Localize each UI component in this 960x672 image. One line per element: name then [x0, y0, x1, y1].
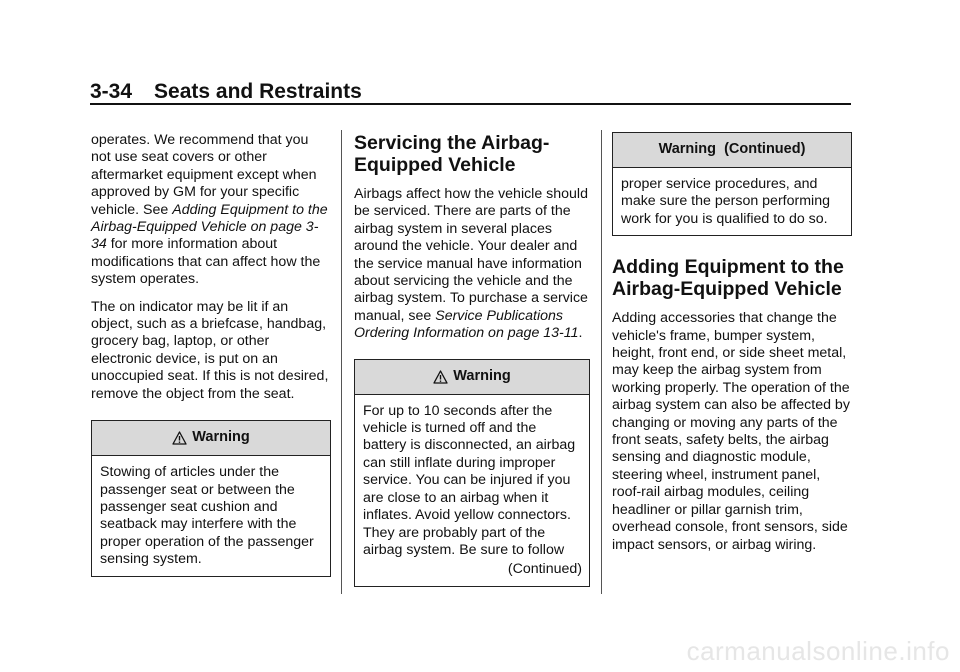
warning-box: [354, 359, 590, 587]
warning-header: [92, 421, 330, 456]
column-3: [612, 132, 852, 564]
section-title: Seats and Restraints: [154, 80, 362, 103]
column-1: [91, 132, 331, 587]
warning-box: [612, 132, 852, 236]
warning-box: [91, 420, 331, 576]
header-rule: [90, 103, 851, 105]
section-heading: Servicing the Airbag-Equipped Vehicle: [354, 132, 550, 176]
section-heading: Adding Equipment to the Airbag-Equipped Vehicle: [612, 256, 844, 301]
paragraph: Adding accessories that change the vehicle's frame, bumper system, height, front end, or side sheet metal, may keep the airbag system from working properly. The operation of the airbag system can also be affected by changing or moving any parts of the front seats, safety belts, the airbag sensing and diagnostic module, steering wheel, instrument panel, roof-rail airbag modules, ceiling headliner or pillar garnish trim, overhead console, front sensors, side impact sensors, or airbag wiring.: [612, 310, 850, 553]
watermark: carmanualsonline.info: [686, 636, 950, 666]
warning-title: Warning: [453, 367, 511, 384]
page-header: [90, 80, 362, 104]
warning-title: Warning (Continued): [658, 141, 806, 158]
warning-text: proper service procedures, and make sure the person performing work for you is qualified to do so.: [621, 176, 830, 227]
continued-label: (Continued): [507, 561, 582, 578]
paragraph: Airbags affect how the vehicle should be serviced. There are parts of the airbag system in several places around the vehicle. Your dealer and the service manual have information about servicing the vehicle and the airbag system. To purchase a service manual, see Service Publications Ordering Information on page 13-11.: [354, 186, 588, 342]
cross-reference-link[interactable]: Adding Equipment to the Airbag-Equipped Vehicle on page 3-34: [91, 201, 328, 253]
column-2: [354, 132, 590, 597]
warning-text: For up to 10 seconds after the vehicle is turned off and the battery is disconnected, an airbag can still inflate during improper service. You can be injured if you are close to an airbag when it inflates. Avoid yellow connectors. They are probably part of the airbag system. Be sure to follow: [363, 402, 576, 558]
cross-reference-link[interactable]: Service Publications Ordering Information on page 13-11: [354, 307, 579, 342]
warning-triangle-icon: [433, 370, 448, 384]
column-divider: [341, 130, 342, 594]
warning-header: [613, 133, 851, 168]
warning-text: Stowing of articles under the passenger seat or between the passenger seat cushion and seatback may interfere with the proper operation of the passenger sensing system.: [100, 464, 314, 568]
warning-header: [355, 360, 589, 395]
page-number: 3-34: [90, 80, 133, 103]
warning-triangle-icon: [172, 431, 187, 445]
warning-title: Warning: [192, 429, 250, 446]
paragraph: operates. We recommend that you not use seat covers or other aftermarket equipment except when approved by GM for your specific vehicle. See Adding Equipment to the Airbag-Equipped Vehicle on page 3-34 for more information about modifications that can affect how the system operates.: [91, 132, 328, 288]
column-divider: [601, 130, 602, 594]
paragraph: The on indicator may be lit if an object, such as a briefcase, handbag, grocery bag, laptop, or other electronic device, is put on an unoccupied seat. If this is not desired, remove the object from the seat.: [91, 298, 329, 402]
